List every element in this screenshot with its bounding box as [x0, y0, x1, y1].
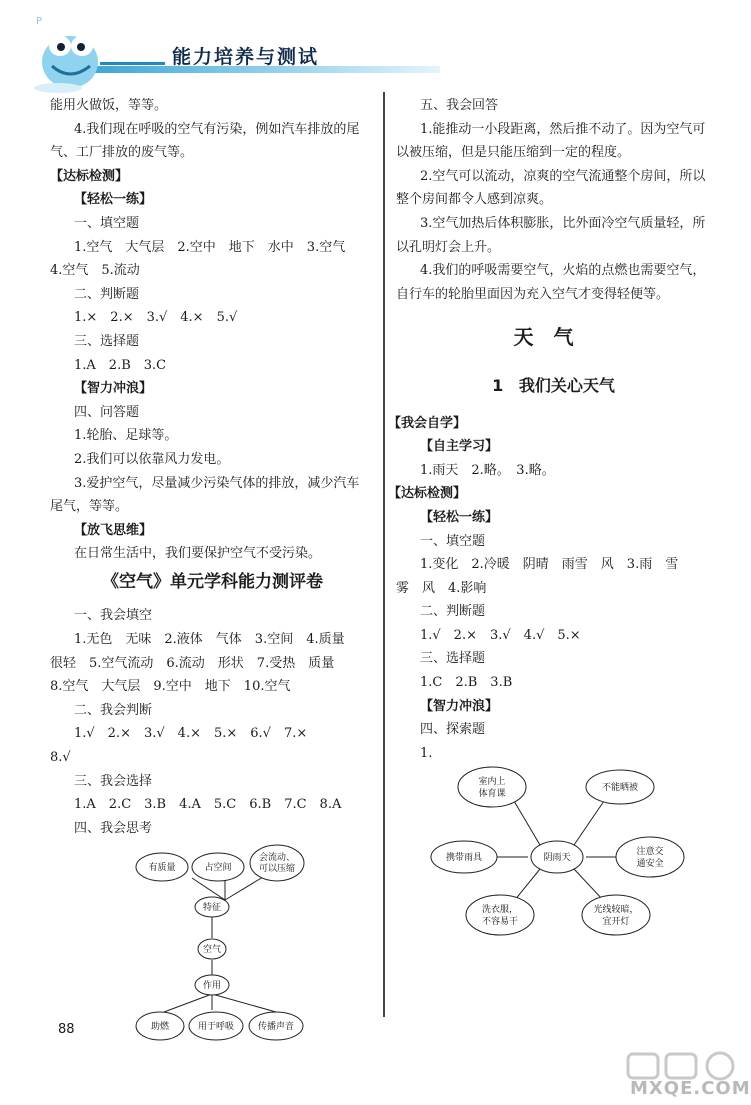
page-header	[0, 0, 750, 95]
text-line: 3.空气加热后体积膨胀，比外面冷空气质量轻，所	[420, 215, 706, 231]
text-line: 四、探索题	[420, 722, 486, 738]
text-line: 8.空气 大气层 9.空中 地下 10.空气	[50, 679, 291, 695]
text-line: 1.空气 大气层 2.空中 地下 水中 3.空气	[74, 239, 346, 255]
header-bar-accent	[100, 62, 165, 65]
text-line: 整个房间都令人感到凉爽。	[396, 192, 553, 208]
node-bubble	[616, 837, 684, 877]
text-line: 四、我会思考	[74, 820, 153, 836]
text-line: 在日常生活中，我们要保护空气不受污染。	[74, 546, 322, 562]
text-line: 4.我们的呼吸需要空气，火焰的点燃也需要空气，	[420, 263, 706, 279]
mascot-icon	[34, 16, 98, 93]
text-line: 1.√ 2.× 3.√ 4.× 5.× 6.√ 7.×	[74, 726, 308, 742]
section-heading: 【自主学习】	[420, 439, 499, 455]
text-line: 能用火做饭，等等。	[50, 98, 168, 113]
text-line: 3.爱护空气，尽量减少污染气体的排放，减少汽车	[74, 475, 360, 491]
text-line: 雾 风 4.影响	[396, 580, 487, 596]
node-label: 注意交	[636, 847, 664, 858]
node-label: 会流动、	[258, 853, 296, 864]
node-label: 作用	[202, 981, 222, 992]
text-line: 1.A 2.C 3.B 4.A 5.C 6.B 7.C 8.A	[74, 797, 342, 813]
section-heading: 【轻松一练】	[74, 192, 153, 208]
test-title: 《空气》单元学科能力测评卷	[102, 571, 323, 592]
node-label: 不容易干	[481, 917, 519, 928]
node-label: 不能晒被	[601, 783, 639, 794]
node-label: 体育课	[478, 789, 506, 800]
node-label: 通安全	[636, 859, 664, 870]
text-line: 二、判断题	[420, 604, 486, 620]
node-label: 携带雨具	[445, 853, 483, 864]
text-line: 一、填空题	[420, 533, 486, 549]
text-line: 1.× 2.× 3.√ 4.× 5.√	[74, 310, 238, 326]
watermark-glyph-icon	[628, 1053, 733, 1079]
text-line: 1.无色 无味 2.液体 气体 3.空间 4.质量	[74, 632, 345, 648]
section-heading: 【智力冲浪】	[420, 698, 499, 714]
text-line: 1.轮胎、足球等。	[74, 428, 178, 444]
text-line: 二、我会判断	[74, 702, 153, 718]
text-line: 尾气，等等。	[50, 499, 129, 515]
text-line: 五、我会回答	[420, 98, 499, 113]
text-line: 三、选择题	[420, 651, 486, 667]
text-line: 1.变化 2.冷暖 阴晴 雨雪 风 3.雨 雪	[420, 557, 679, 573]
node-label: 空气	[202, 945, 222, 956]
text-line: 三、我会选择	[74, 773, 153, 789]
node-label: 可以压缩	[258, 864, 296, 875]
section-heading: 【达标检测】	[50, 168, 129, 184]
lesson-title: 1 我们关心天气	[492, 375, 615, 395]
node-label: 占空间	[204, 863, 232, 874]
text-line: 二、判断题	[74, 286, 140, 302]
header-title: 能力培养与测试	[172, 46, 320, 68]
text-line: 以被压缩，但是只能压缩到一定的程度。	[396, 145, 631, 161]
node-label: 传播声音	[257, 1022, 295, 1033]
text-line: 自行车的轮胎里面因为充入空气才变得轻便等。	[396, 286, 670, 302]
node-label: 光线较暗，	[593, 905, 639, 916]
section-heading: 【放飞思维】	[74, 522, 153, 538]
node-label: 特征	[202, 903, 222, 914]
text-line: 8.√	[50, 750, 71, 766]
text-line: 1.C 2.B 3.B	[420, 675, 513, 691]
text-line: 气、工厂排放的废气等。	[50, 145, 194, 161]
rainy-day-mind-map	[432, 765, 702, 928]
svg-text:P: P	[36, 16, 43, 27]
section-heading: 【我会自学】	[388, 415, 467, 431]
text-line: 很轻 5.空气流动 6.流动 形状 7.受热 质量	[50, 655, 335, 671]
text-line: 三、选择题	[74, 333, 140, 349]
node-label: 洗衣服，	[481, 905, 519, 916]
text-line: 2.空气可以流动，凉爽的空气流通整个房间，所以	[420, 168, 706, 184]
column-divider	[383, 92, 385, 1017]
node-label: 阴雨天	[543, 853, 571, 864]
unit-title: 天气	[513, 325, 594, 350]
node-bubble	[582, 895, 650, 935]
header-decoration	[0, 0, 750, 95]
text-line: 4.我们现在呼吸的空气有污染，例如汽车排放的尾	[74, 121, 360, 137]
section-heading: 【轻松一练】	[420, 509, 499, 525]
right-column	[388, 94, 711, 928]
text-line: 1.能推动一小段距离，然后推不动了。因为空气可	[420, 121, 706, 137]
text-line: 四、问答题	[74, 404, 140, 420]
text-line: 一、我会填空	[74, 608, 153, 624]
watermark-text: MXQE.COM	[630, 1078, 751, 1099]
text-line: 4.空气 5.流动	[50, 263, 140, 279]
text-line: 一、填空题	[74, 215, 140, 231]
text-line: 2.我们可以依靠风力发电。	[74, 451, 230, 467]
node-bubble	[250, 845, 304, 881]
node-label: 助燃	[150, 1022, 170, 1033]
node-bubble	[466, 895, 534, 935]
node-bubble	[458, 767, 526, 807]
node-label: 有质量	[148, 863, 176, 874]
page-number: 88	[58, 1022, 75, 1037]
node-label: 室内上	[478, 777, 506, 788]
section-heading: 【达标检测】	[388, 486, 467, 502]
text-line: 1.√ 2.× 3.√ 4.√ 5.×	[420, 627, 581, 643]
text-line: 1.	[420, 745, 433, 761]
section-heading: 【智力冲浪】	[74, 381, 153, 397]
text-line: 以孔明灯会上升。	[396, 239, 501, 255]
node-label: 用于呼吸	[197, 1022, 235, 1033]
text-line: 1.雨天 2.略。 3.略。	[420, 462, 555, 478]
node-label: 宜开灯	[602, 917, 630, 928]
text-line: 1.A 2.B 3.C	[74, 357, 167, 373]
